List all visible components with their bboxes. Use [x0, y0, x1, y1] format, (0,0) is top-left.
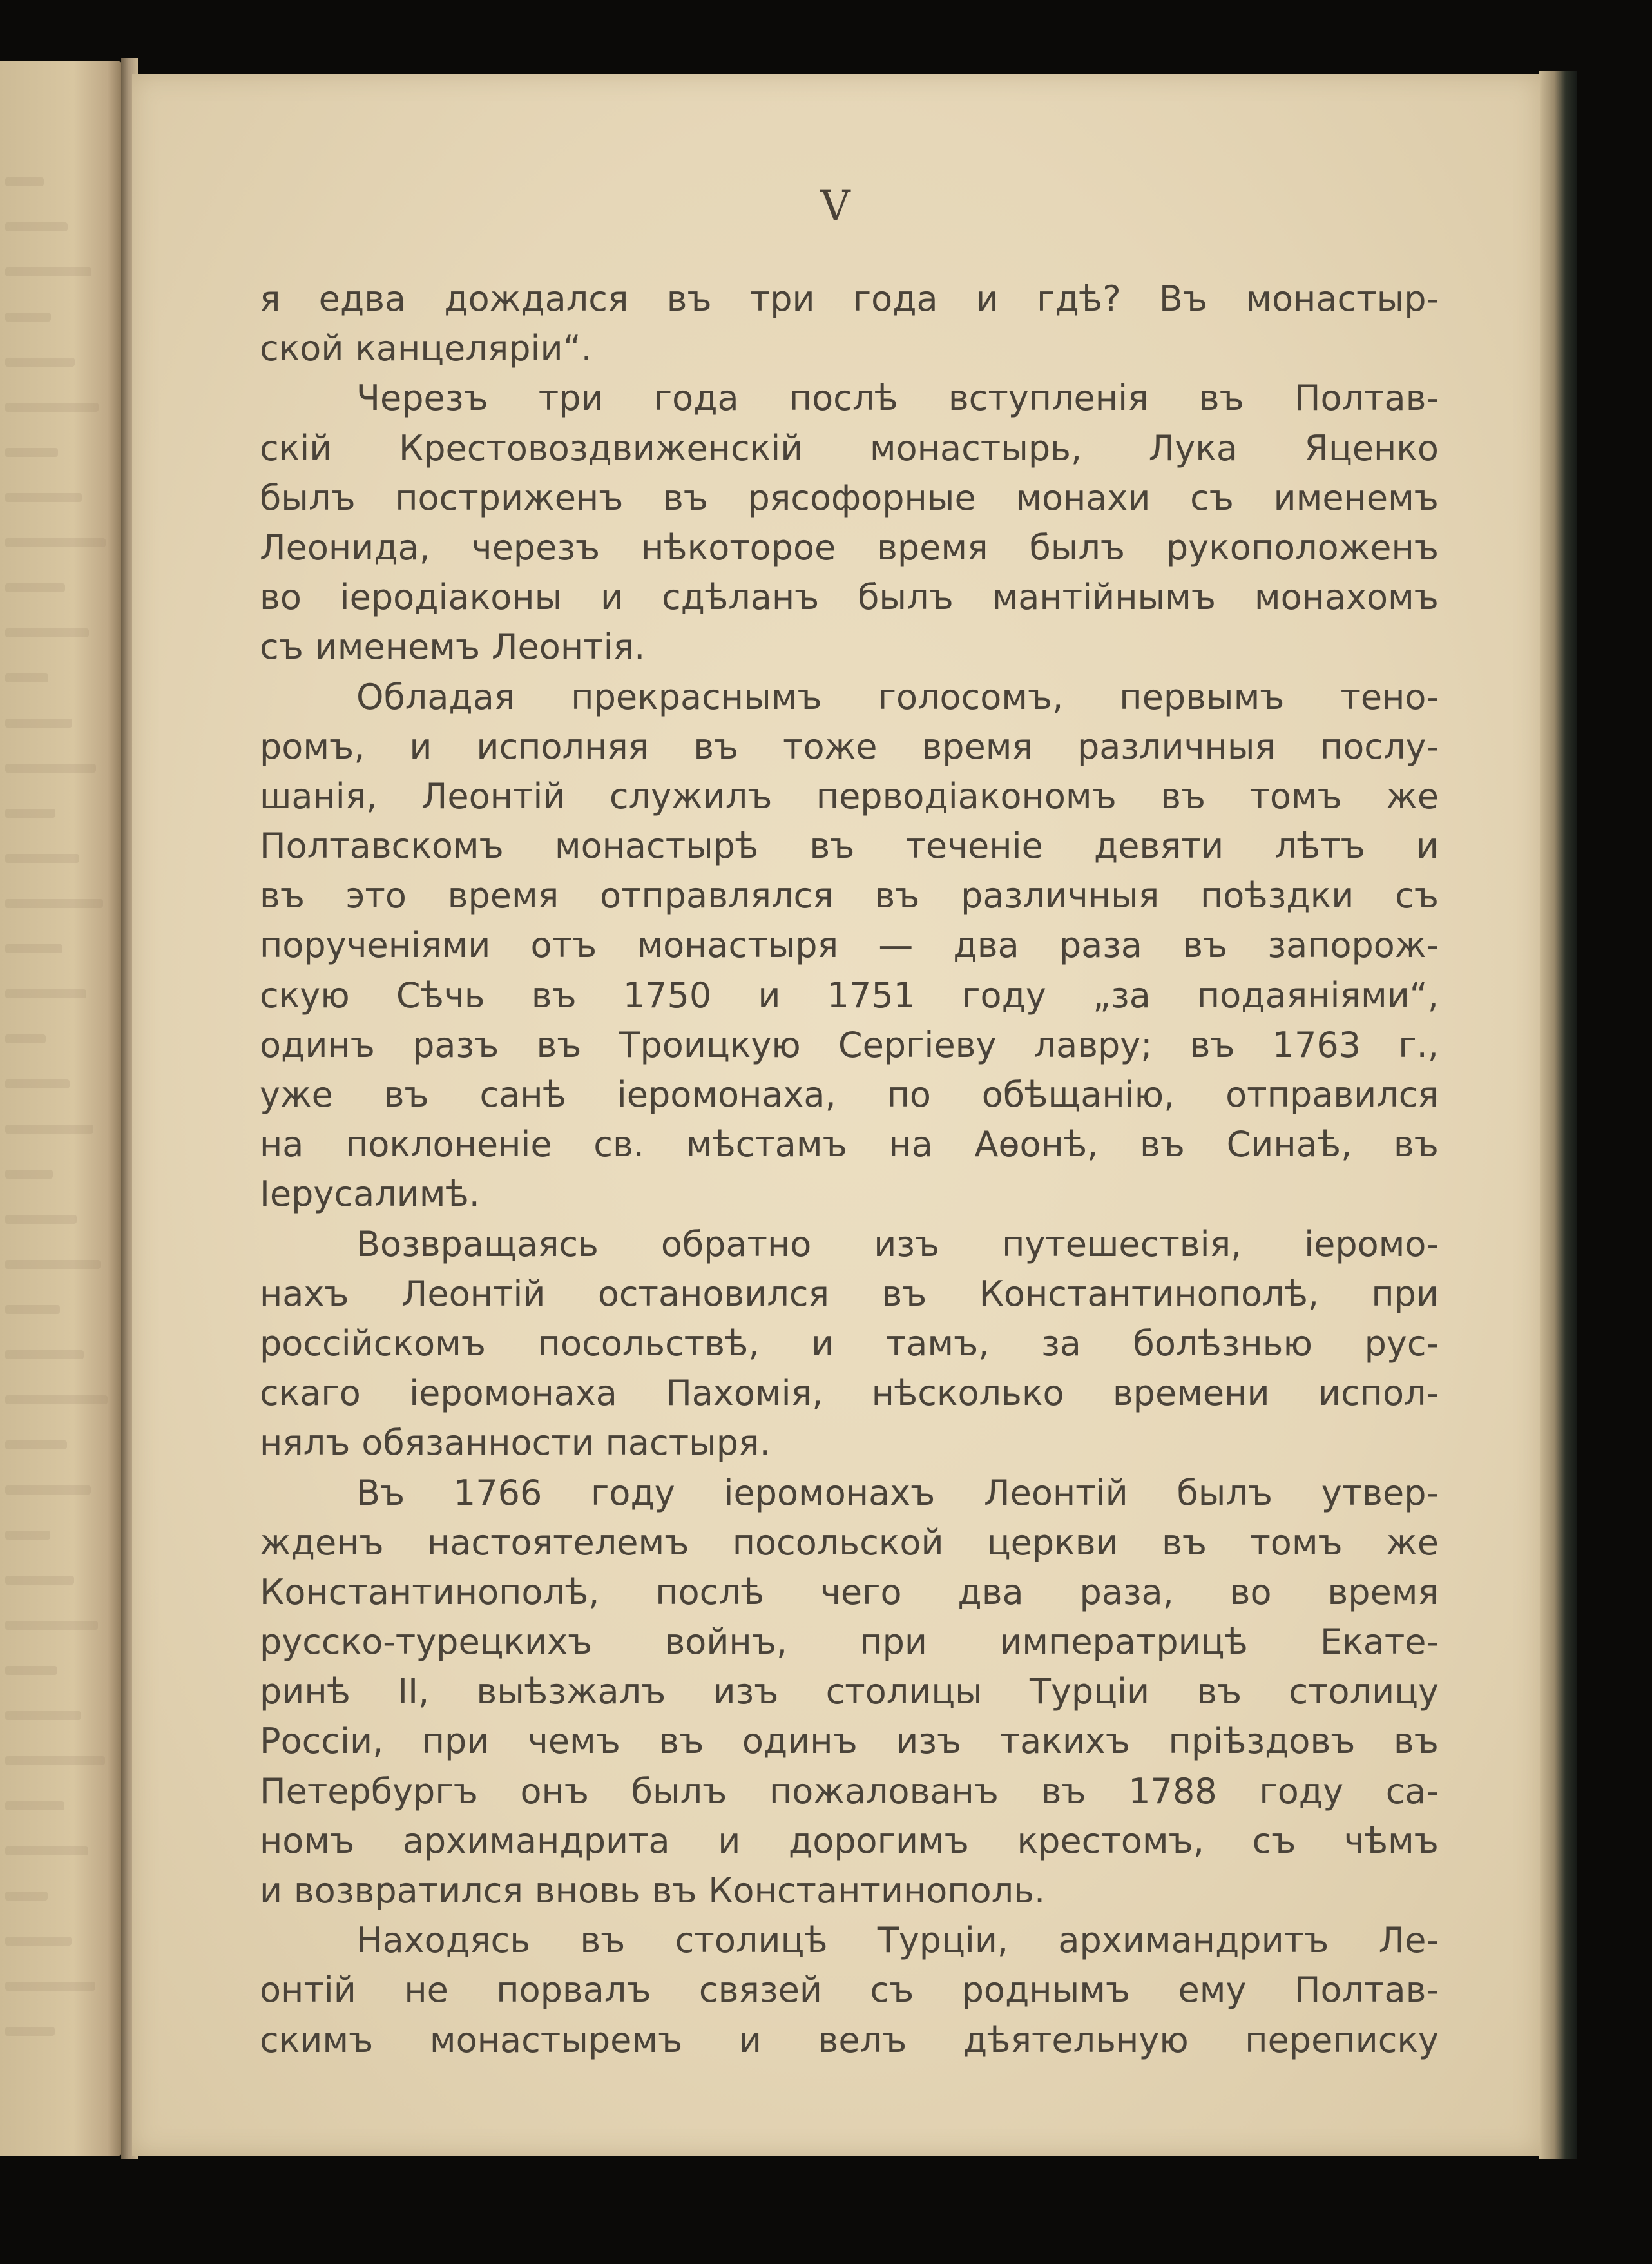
text-line: Обладая прекраснымъ голосомъ, первымъ тено- — [356, 676, 1439, 717]
ghost-line — [5, 1485, 91, 1495]
ghost-line — [5, 538, 106, 547]
text-line: россійскомъ посольствѣ, и тамъ, за болѣзнью рус- — [260, 1322, 1439, 1364]
ghost-line — [5, 764, 96, 773]
ghost-line — [5, 1711, 81, 1720]
ghost-line — [5, 1034, 46, 1043]
text-line: ской канцеляріи“. — [260, 328, 592, 369]
ghost-line — [5, 1892, 48, 1901]
text-line: скимъ монастыремъ и велъ дѣятельную переписку — [260, 2019, 1439, 2060]
ghost-line — [5, 1125, 93, 1134]
ghost-line — [5, 267, 91, 276]
text-line: Россіи, при чемъ въ одинъ изъ такихъ пріѣздовъ въ — [260, 1721, 1439, 1762]
ghost-line — [5, 1982, 95, 1991]
text-line: Возвращаясь обратно изъ путешествія, іеромо- — [356, 1223, 1439, 1264]
ghost-line — [5, 1395, 108, 1404]
ghost-line — [5, 719, 72, 728]
text-line: русско-турецкихъ войнъ, при императрицѣ Екате- — [260, 1621, 1439, 1663]
ghost-line — [5, 1666, 57, 1675]
text-line: Находясь въ столицѣ Турціи, архимандритъ Ле- — [356, 1920, 1439, 1961]
text-line: ромъ, и исполняя въ тоже время различныя послу- — [260, 726, 1439, 767]
text-line: Черезъ три года послѣ вступленія въ Полтав- — [356, 378, 1439, 419]
text-line: одинъ разъ въ Троицкую Сергіеву лавру; въ 1763 г., — [260, 1024, 1439, 1065]
ghost-line — [5, 493, 82, 502]
text-line: ринѣ II, выѣзжалъ изъ столицы Турціи въ столицу — [260, 1671, 1439, 1712]
ghost-line — [5, 1756, 105, 1765]
text-line: Петербургъ онъ былъ пожалованъ въ 1788 году са- — [260, 1770, 1439, 1812]
ghost-line — [5, 899, 103, 908]
ghost-line — [5, 989, 86, 998]
paragraph — [260, 1915, 1439, 2065]
paragraph — [260, 672, 1439, 1219]
ghost-line — [5, 1937, 72, 1946]
text-line: скаго іеромонаха Пахомія, нѣсколько времени испол- — [260, 1373, 1439, 1414]
text-line: былъ постриженъ въ рясофорные монахи съ именемъ — [260, 477, 1439, 518]
text-line: Константинополѣ, послѣ чего два раза, во время — [260, 1571, 1439, 1612]
paragraph — [260, 274, 1439, 373]
text-line: номъ архимандрита и дорогимъ крестомъ, съ чѣмъ — [260, 1820, 1439, 1861]
ghost-line — [5, 403, 99, 412]
text-line: жденъ настоятелемъ посольской церкви въ томъ же — [260, 1522, 1439, 1563]
text-line: нахъ Леонтій остановился въ Константинополѣ, при — [260, 1273, 1439, 1314]
ghost-line — [5, 583, 65, 592]
ghost-line — [5, 1576, 74, 1585]
text-line: уже въ санѣ іеромонаха, по обѣщанію, отправился — [260, 1074, 1439, 1115]
text-line: нялъ обязанности пастыря. — [260, 1422, 771, 1464]
ghost-line — [5, 1079, 70, 1088]
left-page-edge — [0, 61, 122, 2156]
page-text — [260, 274, 1439, 2065]
ghost-line — [5, 177, 44, 186]
ghost-line — [5, 1350, 84, 1359]
ghost-line — [5, 944, 62, 953]
ghost-line — [5, 1170, 53, 1179]
text-line: скій Крестовоздвиженскій монастырь, Лука Яценко — [260, 427, 1439, 469]
ghost-line — [5, 1621, 98, 1630]
ghost-line — [5, 1531, 50, 1540]
text-line: шанія, Леонтій служилъ перводіакономъ въ томъ же — [260, 775, 1439, 817]
text-line: я едва дождался въ три года и гдѣ? Въ монастыр- — [260, 278, 1439, 319]
text-line: Полтавскомъ монастырѣ въ теченіе девяти лѣтъ и — [260, 826, 1439, 867]
page-number: V — [820, 182, 852, 230]
ghost-line — [5, 222, 68, 231]
text-line: съ именемъ Леонтія. — [260, 626, 646, 668]
text-line: порученіями отъ монастыря — два раза въ запорож- — [260, 925, 1439, 966]
ghost-line — [5, 1801, 64, 1810]
text-line: Въ 1766 году іеромонахъ Леонтій былъ утвер- — [356, 1472, 1439, 1513]
paragraph — [260, 373, 1439, 672]
text-line: и возвратился вновь въ Константинополь. — [260, 1870, 1046, 1911]
text-line: въ это время отправлялся въ различныя поѣздки съ — [260, 875, 1439, 916]
ghost-line — [5, 673, 48, 682]
paragraph — [260, 1468, 1439, 1916]
ghost-line — [5, 358, 75, 367]
text-line: на поклоненіе св. мѣстамъ на Аѳонѣ, въ Синаѣ, въ — [260, 1124, 1439, 1165]
ghost-line — [5, 809, 55, 818]
ghost-line — [5, 1440, 67, 1449]
text-line: во іеродіаконы и сдѣланъ былъ мантійнымъ монахомъ — [260, 577, 1439, 618]
text-line: онтій не порвалъ связей съ роднымъ ему Полтав- — [260, 1969, 1439, 2011]
text-line: скую Сѣчь въ 1750 и 1751 году „за подаяніями“, — [260, 974, 1439, 1016]
text-line: Іерусалимѣ. — [260, 1174, 480, 1215]
ghost-line — [5, 1215, 77, 1224]
ghost-line — [5, 1846, 88, 1855]
ghost-line — [5, 854, 79, 863]
ghost-line — [5, 448, 58, 457]
text-line: Леонида, черезъ нѣкоторое время былъ рукоположенъ — [260, 527, 1439, 568]
ghost-line — [5, 1305, 60, 1314]
paragraph — [260, 1219, 1439, 1468]
ghost-line — [5, 628, 89, 637]
book-page — [132, 74, 1540, 2156]
ghost-line — [5, 2027, 55, 2036]
ghost-line — [5, 313, 51, 322]
right-page-edge — [1539, 71, 1577, 2159]
ghost-line — [5, 1260, 101, 1269]
